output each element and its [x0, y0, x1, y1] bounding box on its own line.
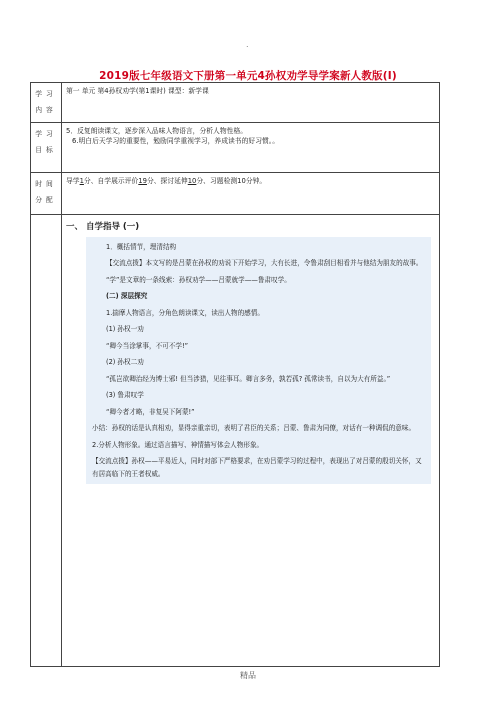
row-goals	[31, 123, 440, 173]
body-line: 1．概括情节，理清结构	[106, 242, 177, 251]
label-content: 学习内容	[31, 83, 62, 123]
cell-goals	[62, 123, 440, 173]
label-time: 时间分配	[31, 173, 62, 215]
body-line: (2) 孙权二劝	[106, 358, 144, 367]
time-explore: 10	[187, 177, 197, 185]
label-body-empty	[31, 215, 62, 667]
goal-item: 5．反复朗读课文，逐步深入品味人物语言，分析人物性格。	[66, 127, 248, 135]
body-line: 小结：孙权的话是认真相劝，显得亲重亲切，表明了君臣的关系；吕蒙、鲁肃为同僚，对话有一种调侃的意味。	[92, 424, 416, 433]
cell-content: 第一 单元 第4孙权劝学(第1课时) 课型：新学课	[62, 83, 440, 123]
label-goals: 学习目标	[31, 123, 62, 173]
row-body	[31, 215, 440, 667]
section-heading: 一、 自学指导 (一)	[66, 222, 140, 232]
body-line: (3) 鲁肃叹学	[106, 391, 144, 400]
cell-body	[62, 215, 440, 667]
body-line: “卿今者才略，非复吴下阿蒙!”	[106, 407, 195, 416]
body-line: “孤岂欲卿治经为博士邪! 但当涉猎，见往事耳。卿言多务，孰若孤? 孤常读书，自以为大有所益。”	[106, 374, 391, 383]
cell-time: 导学1分、自学展示评价19分、探讨延伸10分、习题检测10分钟。	[62, 173, 440, 215]
body-line: (1) 孙权一劝	[106, 325, 144, 334]
body-line: 【交流点拨】孙权——平易近人，同时对部下严格要求，在劝吕蒙学习的过程中，表现出了对吕蒙的殷切关怀，又有居高临下的王者权威。	[92, 457, 422, 478]
body-line: 2.分析人物形象。通过语言描写、神情描写体会人物形象。	[92, 440, 264, 449]
content-band	[86, 237, 431, 485]
lesson-table	[30, 82, 440, 667]
body-line: 1.揣摩人物语言，分角色朗读课文，读出人物的感情。	[106, 308, 264, 317]
row-time	[31, 173, 440, 215]
time-guide: 1	[79, 177, 84, 185]
body-line: 【交流点拨】本文写的是吕蒙在孙权的劝说下开始学习，大有长进，令鲁肃刮目相看并与他结为朋友的故事。	[106, 259, 423, 268]
body-line: “学”是文章的一条线索：孙权劝学——吕蒙就学——鲁肃叹学。	[106, 275, 291, 284]
row-content	[31, 83, 440, 123]
page-title: 2019版七年级语文下册第一单元4孙权劝学导学案新人教版(I)	[99, 70, 397, 82]
footer-text: 精品	[240, 671, 256, 680]
time-show: 19	[138, 177, 147, 185]
body-line: “卿今当涂掌事，不可不学!”	[106, 341, 189, 350]
goal-item: 6.明白后天学习的重要性，勉励同学重视学习，养成读书的好习惯。。	[72, 137, 279, 146]
header-dot: .	[246, 40, 249, 49]
body-line: (二) 深层探究	[106, 292, 148, 301]
